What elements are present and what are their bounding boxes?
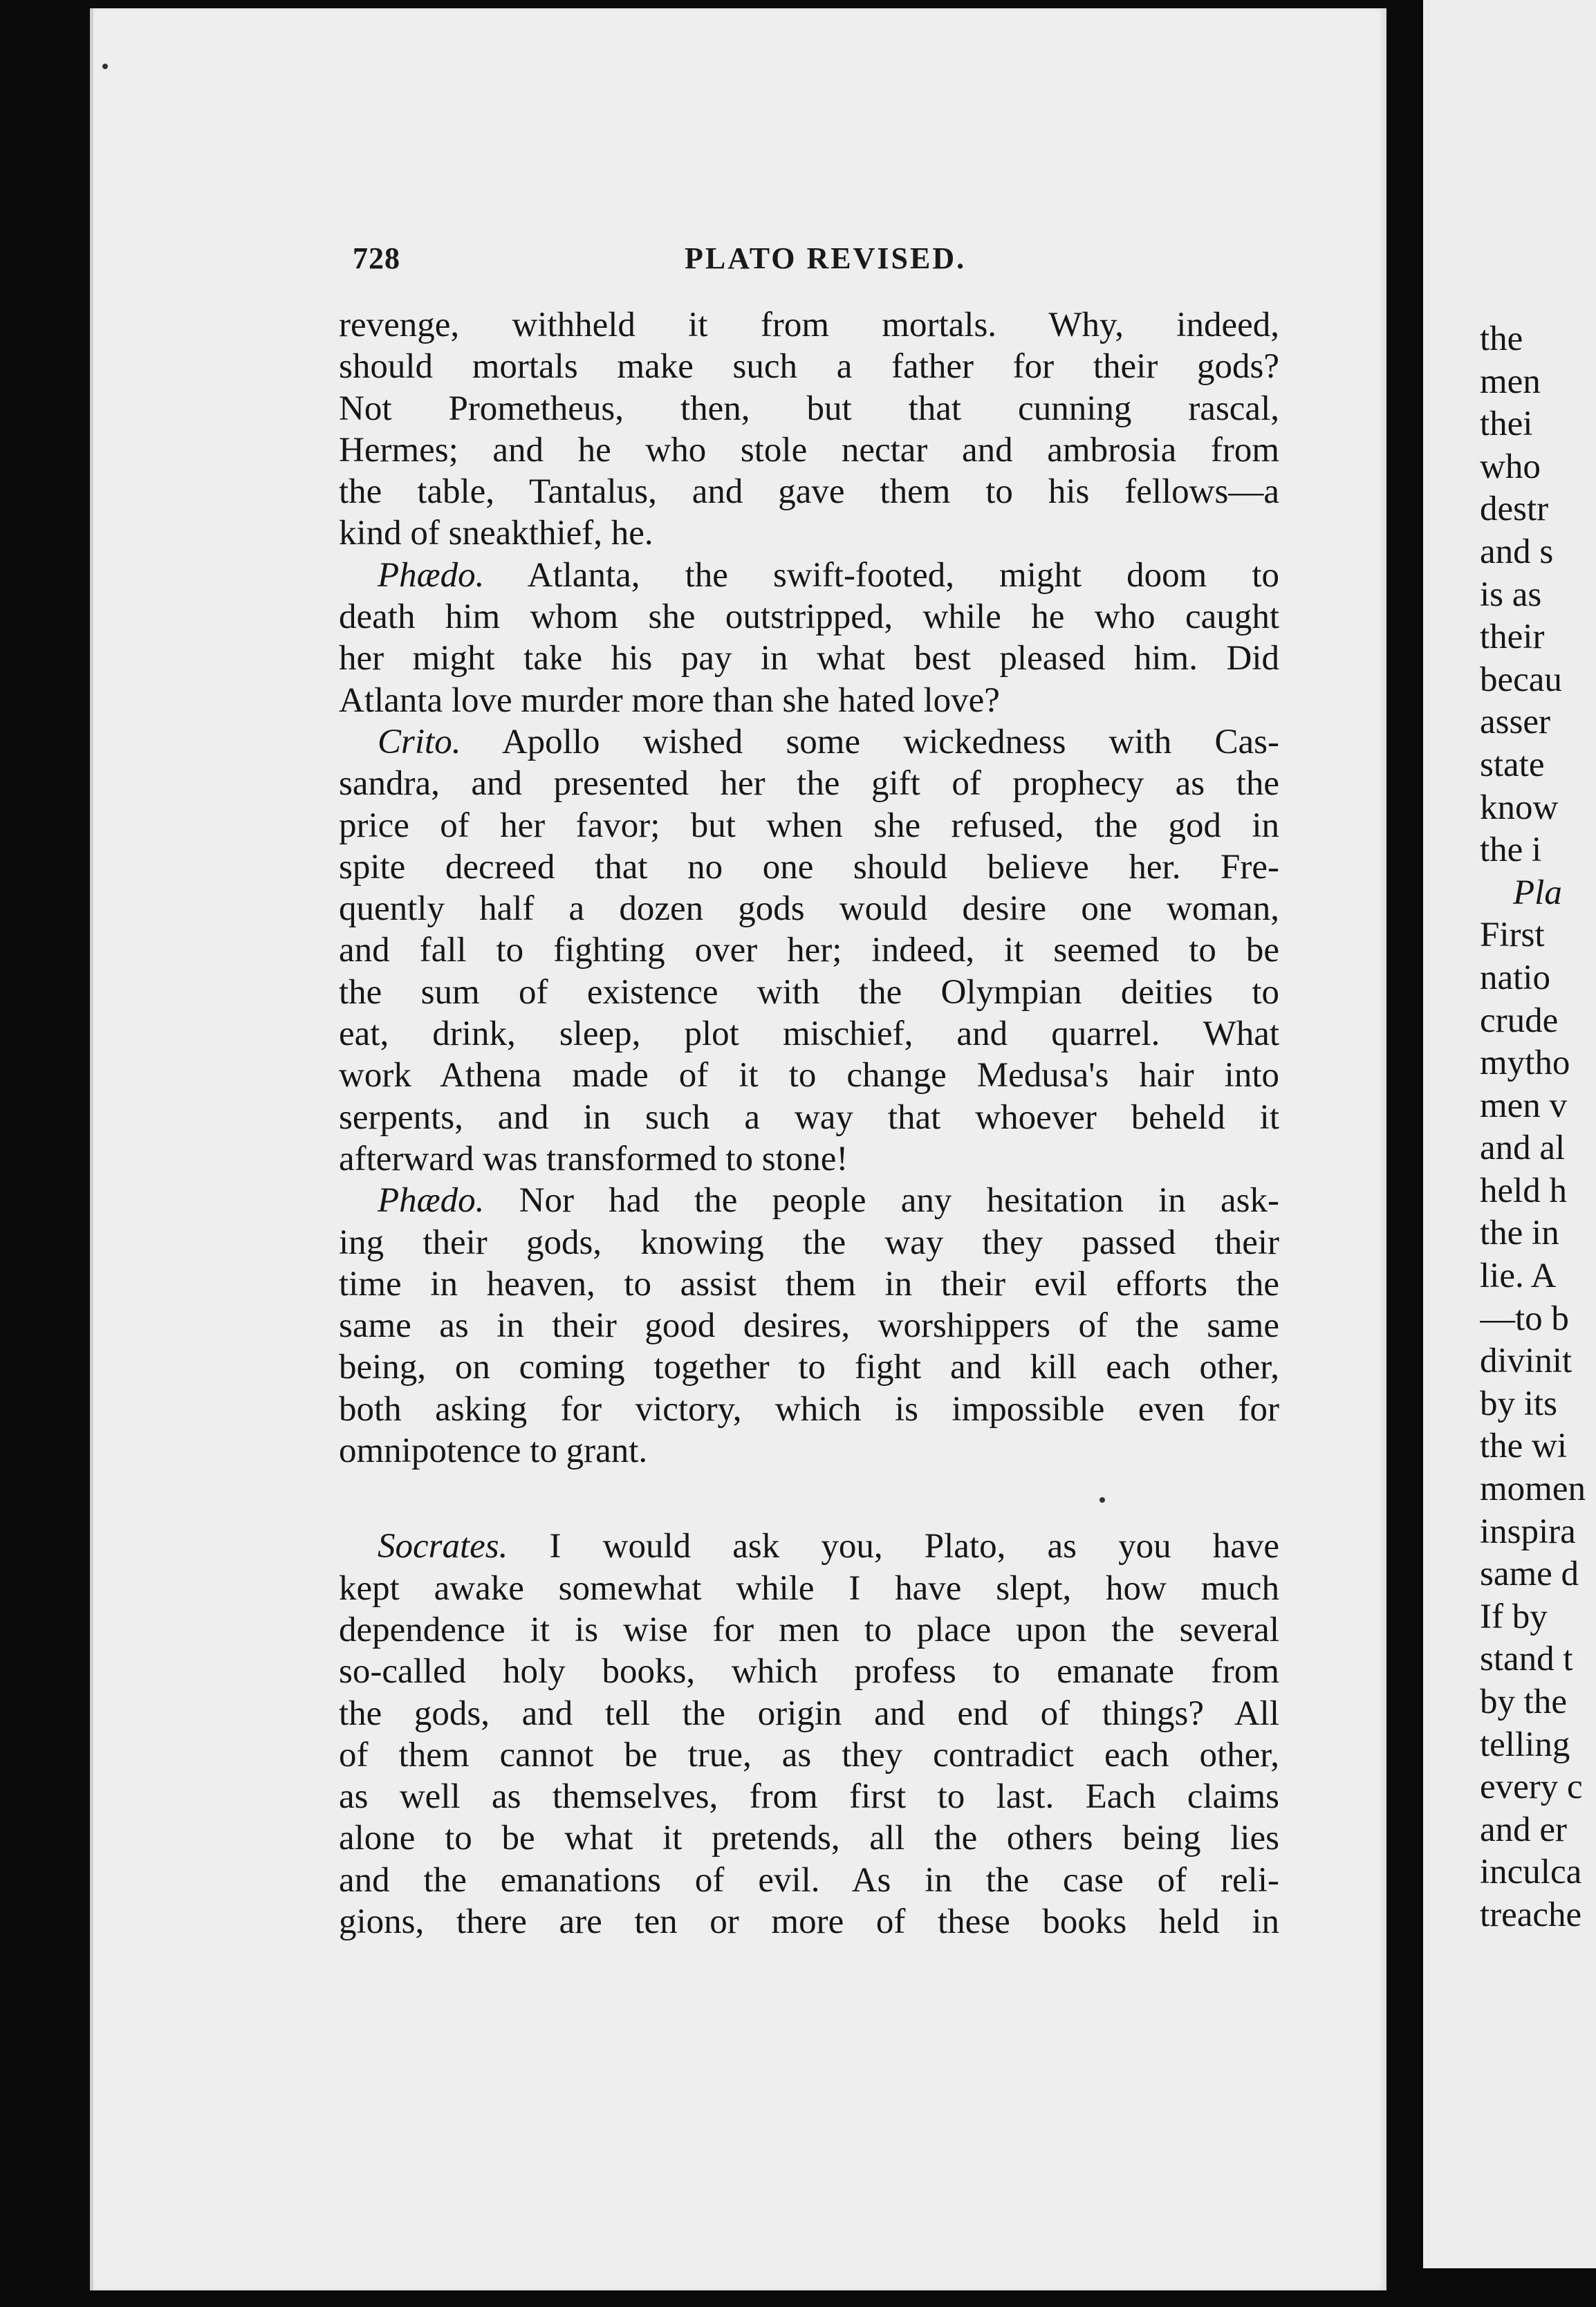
text-line xyxy=(339,1430,1279,1472)
text-line-fragment: the in xyxy=(1480,1214,1559,1253)
text-line xyxy=(339,1263,1279,1305)
line-text: kind of sneakthief, he. xyxy=(339,514,653,553)
text-line-fragment: First xyxy=(1480,916,1545,955)
line-text: the gods, and tell the origin and end of things? All xyxy=(339,1694,1279,1733)
line-text: of them cannot be true, as they contradict each other, xyxy=(339,1735,1279,1775)
text-line-fragment: and al xyxy=(1480,1129,1566,1168)
line-text: Not Prometheus, then, but that cunning rascal, xyxy=(339,389,1279,428)
line-text: alone to be what it pretends, all the others being lies xyxy=(339,1819,1279,1858)
line-text: being, on coming together to fight and kill each other, xyxy=(339,1348,1279,1387)
text-line xyxy=(339,638,1279,679)
text-line-fragment: who xyxy=(1480,447,1541,486)
line-text: Hermes; and he who stole nectar and ambrosia from xyxy=(339,430,1279,470)
text-line xyxy=(339,1097,1279,1138)
text-line-fragment: know xyxy=(1480,788,1559,827)
line-text: work Athena made of it to change Medusa's hair into xyxy=(339,1056,1279,1095)
running-title: PLATO REVISED. xyxy=(685,241,967,275)
line-text: dependence it is wise for men to place upon the several xyxy=(339,1610,1279,1649)
text-line-fragment: by its xyxy=(1480,1384,1557,1423)
text-line xyxy=(339,1138,1279,1180)
text-line xyxy=(339,346,1279,387)
text-line xyxy=(339,1568,1279,1609)
text-line xyxy=(339,1305,1279,1346)
text-line-fragment: divinit xyxy=(1480,1342,1572,1381)
line-text: Nor had the people any hesitation in ask- xyxy=(484,1181,1279,1221)
text-line-fragment: held h xyxy=(1480,1171,1568,1210)
text-line-fragment: the i xyxy=(1480,831,1542,870)
text-line-fragment: men v xyxy=(1480,1086,1568,1125)
line-text: time in heaven, to assist them in their evil efforts the xyxy=(339,1264,1279,1304)
line-text: Apollo wished some wickedness with Cas- xyxy=(461,722,1279,761)
speaker-name: Phædo. xyxy=(378,555,485,595)
text-line-fragment: lie. A xyxy=(1480,1257,1557,1296)
text-line xyxy=(339,555,1279,596)
line-text: ing their gods, knowing the way they passed their xyxy=(339,1223,1279,1262)
text-line xyxy=(339,846,1279,888)
line-text: her might take his pay in what best pleased him. Did xyxy=(339,639,1279,678)
line-text: so-called holy books, which profess to emanate from xyxy=(339,1652,1279,1692)
text-line xyxy=(339,429,1279,471)
line-text: and the emanations of evil. As in the case of reli- xyxy=(339,1860,1279,1900)
text-line xyxy=(339,1180,1279,1221)
text-line xyxy=(339,1389,1279,1430)
page-header xyxy=(353,234,1279,282)
text-line-fragment: natio xyxy=(1480,958,1550,997)
text-line-fragment: same d xyxy=(1480,1555,1579,1594)
text-line xyxy=(339,1013,1279,1055)
line-text: as well as themselves, from first to last. Each claims xyxy=(339,1777,1279,1817)
text-line-fragment: by the xyxy=(1480,1683,1568,1721)
text-line-fragment: and er xyxy=(1480,1810,1568,1849)
scan-speck xyxy=(1099,1497,1105,1503)
text-line-fragment: telling xyxy=(1480,1725,1570,1764)
line-text: the table, Tantalus, and gave them to his fellows—a xyxy=(339,472,1279,512)
text-line xyxy=(339,680,1279,721)
text-line xyxy=(339,388,1279,429)
page-number: 728 xyxy=(353,241,400,275)
text-line xyxy=(339,1222,1279,1263)
text-line xyxy=(339,471,1279,512)
line-text: price of her favor; but when she refused, the god in xyxy=(339,806,1279,845)
text-line xyxy=(339,1346,1279,1388)
text-line xyxy=(339,596,1279,638)
text-line-fragment: —to b xyxy=(1480,1299,1569,1338)
line-text: death him whom she outstripped, while he who caught xyxy=(339,597,1279,637)
text-line-fragment: becau xyxy=(1480,660,1562,699)
text-line-fragment: is as xyxy=(1480,575,1542,614)
speaker-name: Crito. xyxy=(378,722,461,761)
text-line-fragment: inculca xyxy=(1480,1853,1582,1892)
text-line-fragment: If by xyxy=(1480,1597,1548,1636)
text-line xyxy=(339,763,1279,804)
line-text: the sum of existence with the Olympian deities to xyxy=(339,972,1279,1012)
text-line-fragment: their xyxy=(1480,618,1545,657)
line-text: both asking for victory, which is impossible even for xyxy=(339,1389,1279,1429)
text-line xyxy=(339,888,1279,929)
text-line xyxy=(339,512,1279,554)
line-text: Atlanta, the swift-footed, might doom to xyxy=(484,555,1279,595)
text-line-fragment: momen xyxy=(1480,1470,1586,1509)
line-text: I would ask you, Plato, as you have xyxy=(508,1527,1279,1566)
line-text: revenge, withheld it from mortals. Why, indeed, xyxy=(339,306,1279,344)
paragraph-gap xyxy=(339,1472,1279,1526)
line-text: omnipotence to grant. xyxy=(339,1432,648,1471)
text-line-fragment: asser xyxy=(1480,703,1550,742)
text-line-fragment: and s xyxy=(1480,532,1554,571)
text-line-fragment: destr xyxy=(1480,490,1549,529)
text-line xyxy=(339,1609,1279,1651)
text-line xyxy=(339,1860,1279,1901)
line-text: spite decreed that no one should believe her. Fre- xyxy=(339,847,1279,887)
text-line xyxy=(339,1651,1279,1692)
text-line-fragment: Pla xyxy=(1513,873,1562,912)
text-line-fragment: thei xyxy=(1480,405,1533,444)
text-line-fragment: the wi xyxy=(1480,1427,1568,1466)
line-text: same as in their good desires, worshippers of the same xyxy=(339,1306,1279,1346)
text-line xyxy=(339,929,1279,971)
text-line xyxy=(339,1901,1279,1943)
line-text: gions, there are ten or more of these books held in xyxy=(339,1902,1279,1941)
line-text: eat, drink, sleep, plot mischief, and quarrel. What xyxy=(339,1014,1279,1054)
line-text: Atlanta love murder more than she hated love? xyxy=(339,680,1000,720)
text-line xyxy=(339,1693,1279,1734)
scan-speck xyxy=(102,64,108,69)
line-text: sandra, and presented her the gift of prophecy as the xyxy=(339,764,1279,804)
text-line xyxy=(339,1776,1279,1817)
right-page-text xyxy=(1480,318,1596,1937)
text-line-fragment: every c xyxy=(1480,1768,1583,1807)
text-line xyxy=(339,1817,1279,1859)
text-line xyxy=(339,972,1279,1013)
text-line-fragment: stand t xyxy=(1480,1640,1573,1679)
text-line-fragment: men xyxy=(1480,362,1541,401)
line-text: and fall to fighting over her; indeed, it seemed to be xyxy=(339,931,1279,970)
text-line xyxy=(339,1734,1279,1776)
speaker-name: Socrates. xyxy=(378,1527,508,1566)
left-page-text xyxy=(339,304,1279,1943)
text-line xyxy=(339,805,1279,846)
text-line-fragment: crude xyxy=(1480,1001,1559,1040)
line-text: afterward was transformed to stone! xyxy=(339,1139,848,1178)
text-line-fragment: mytho xyxy=(1480,1044,1570,1083)
speaker-name: Phædo. xyxy=(378,1181,485,1221)
text-line-fragment: inspira xyxy=(1480,1512,1576,1551)
line-text: quently half a dozen gods would desire one woman, xyxy=(339,889,1279,929)
text-line xyxy=(339,1055,1279,1096)
text-line xyxy=(339,721,1279,763)
text-line-fragment: treache xyxy=(1480,1895,1582,1934)
text-line-fragment: the xyxy=(1480,319,1523,358)
text-line xyxy=(339,304,1279,346)
line-text: should mortals make such a father for their gods? xyxy=(339,347,1279,387)
line-text: serpents, and in such a way that whoever beheld it xyxy=(339,1097,1279,1137)
text-line-fragment: state xyxy=(1480,745,1545,784)
text-line xyxy=(339,1526,1279,1567)
line-text: kept awake somewhat while I have slept, how much xyxy=(339,1568,1279,1608)
